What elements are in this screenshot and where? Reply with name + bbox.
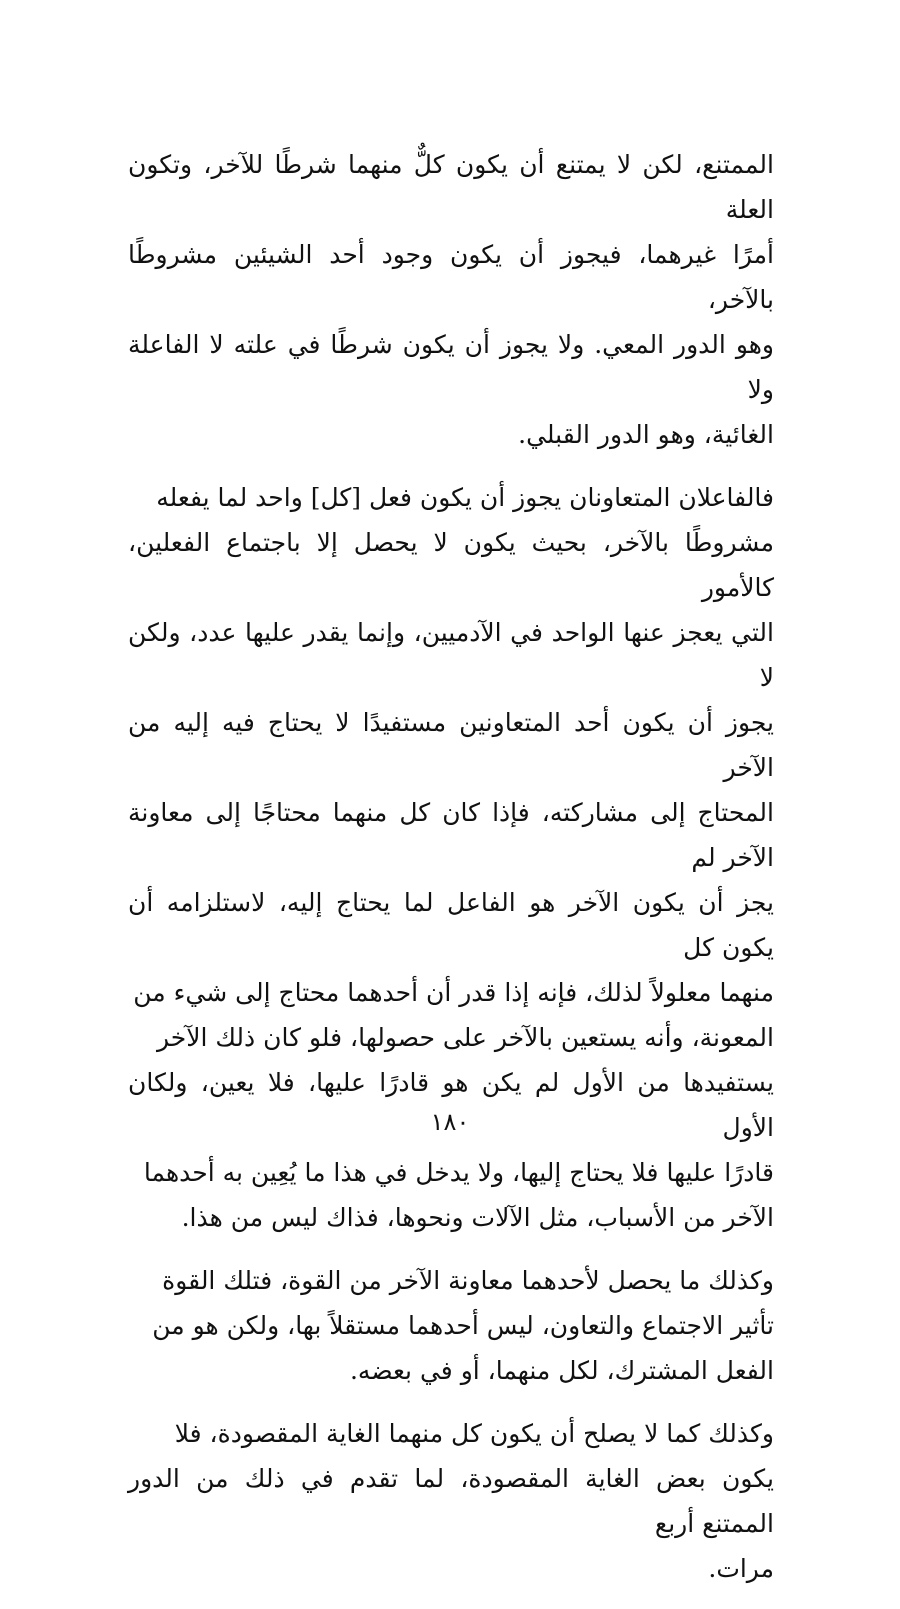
- paragraph-3: [128, 1258, 774, 1393]
- text-line: يجوز أن يكون أحد المتعاونين مستفيدًا لا يحتاج فيه إليه من الآخر: [128, 708, 774, 782]
- text-line: يكون بعض الغاية المقصودة، لما تقدم في ذلك من الدور الممتنع أربع: [128, 1464, 774, 1538]
- text-line: المعونة، وأنه يستعين بالآخر على حصولها، فلو كان ذلك الآخر: [156, 1023, 774, 1052]
- text-line: منهما معلولاً لذلك، فإنه إذا قدر أن أحدهما محتاج إلى شيء من: [133, 978, 774, 1007]
- text-line: مشروطًا بالآخر، بحيث يكون لا يحصل إلا باجتماع الفعلين، كالأمور: [128, 528, 774, 602]
- text-line: قادرًا عليها فلا يحتاج إليها، ولا يدخل في هذا ما يُعِين به أحدهما: [143, 1158, 774, 1187]
- text-line: الممتنع، لكن لا يمتنع أن يكون كلٌّ منهما شرطًا للآخر، وتكون العلة: [128, 150, 774, 224]
- text-line: يجز أن يكون الآخر هو الفاعل لما يحتاج إليه، لاستلزامه أن يكون كل: [128, 888, 774, 962]
- text-line: الغائية، وهو الدور القبلي.: [518, 420, 774, 449]
- text-line: فالفاعلان المتعاونان يجوز أن يكون فعل [كل] واحد لما يفعله: [156, 483, 774, 512]
- text-line: مرات.: [708, 1554, 774, 1583]
- paragraph-1: [128, 142, 774, 457]
- text-line: الفعل المشترك، لكل منهما، أو في بعضه.: [349, 1356, 774, 1385]
- page-number: ١٨٠: [430, 1108, 470, 1136]
- text-line: الآخر من الأسباب، مثل الآلات ونحوها، فذاك ليس من هذا.: [181, 1203, 774, 1232]
- text-line: وهو الدور المعي. ولا يجوز أن يكون شرطًا في علته لا الفاعلة ولا: [128, 330, 774, 404]
- text-line: تأثير الاجتماع والتعاون، ليس أحدهما مستقلاً بها، ولكن هو من: [152, 1311, 774, 1340]
- page-body: [128, 142, 774, 1609]
- text-line: المحتاج إلى مشاركته، فإذا كان كل منهما محتاجًا إلى معاونة الآخر لم: [128, 798, 774, 872]
- text-line: وكذلك كما لا يصلح أن يكون كل منهما الغاية المقصودة، فلا: [174, 1419, 774, 1448]
- text-line: وكذلك ما يحصل لأحدهما معاونة الآخر من القوة، فتلك القوة: [162, 1266, 774, 1295]
- text-line: يستفيدها من الأول لم يكن هو قادرًا عليها، فلا يعين، ولكان الأول: [128, 1068, 774, 1142]
- paragraph-4: [128, 1411, 774, 1591]
- text-line: التي يعجز عنها الواحد في الآدميين، وإنما يقدر عليها عدد، ولكن لا: [128, 618, 774, 692]
- text-line: أمرًا غيرهما، فيجوز أن يكون وجود أحد الشيئين مشروطًا بالآخر،: [128, 240, 774, 314]
